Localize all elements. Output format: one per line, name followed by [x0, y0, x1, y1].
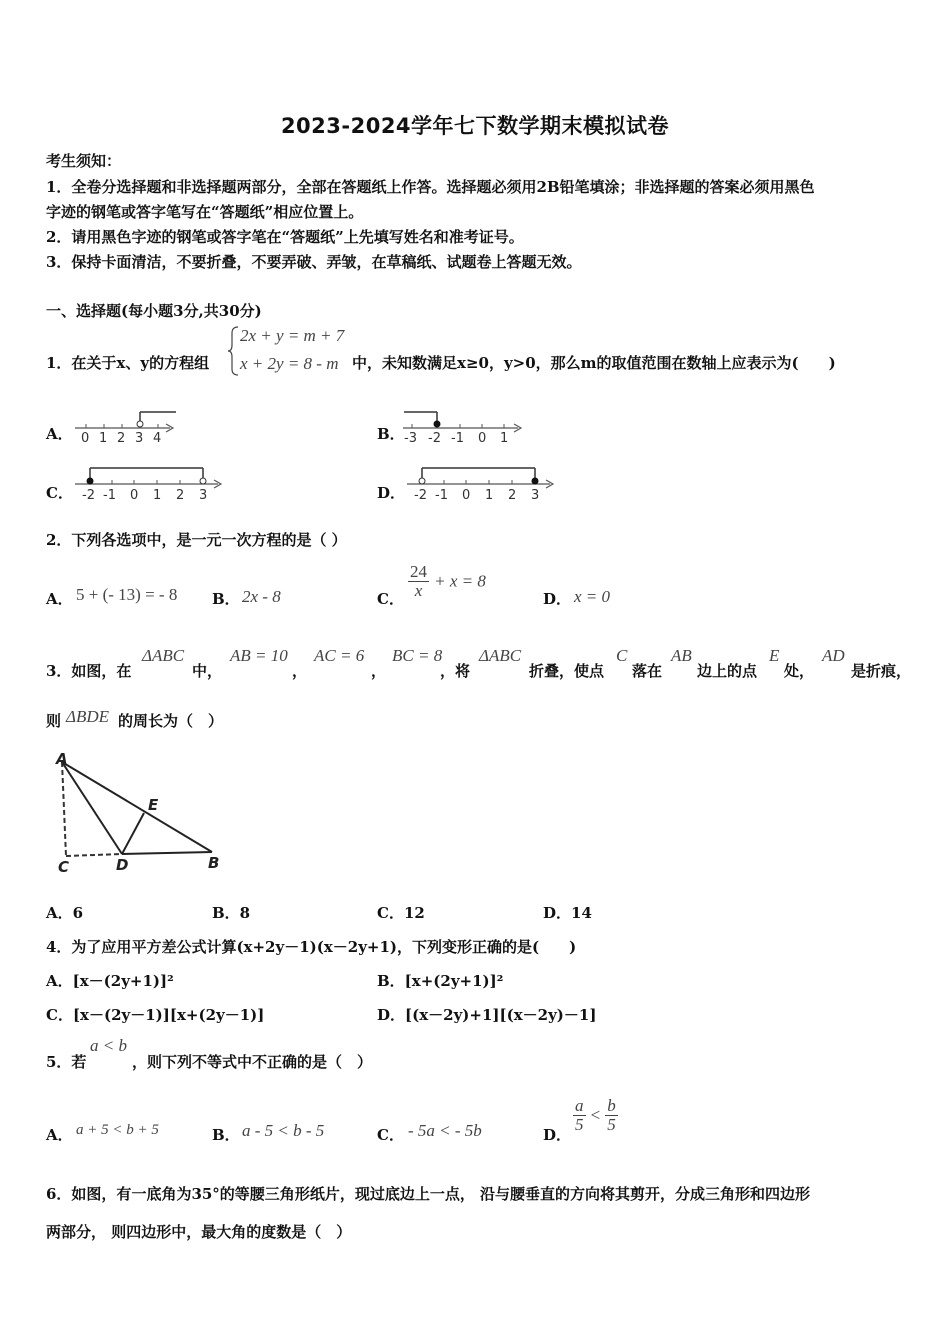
- notice-line-3: 2．请用黑色字迹的钢笔或答字笔在“答题纸”上先填写姓名和准考证号。: [46, 228, 524, 246]
- q2-option-c-label: C．: [377, 590, 404, 608]
- q3-text-5: 落在: [632, 662, 663, 680]
- q1-option-b-label: B．: [377, 425, 405, 443]
- q1-eq2: x + 2y = 8 - m: [240, 354, 339, 373]
- q2-option-c-expr: [408, 563, 486, 600]
- q3-option-c: C．12: [377, 904, 425, 922]
- notice-line-2: 字迹的钢笔或答字笔写在“答题纸”相应位置上。: [46, 203, 364, 221]
- notice-line-4: 3．保持卡面清洁，不要折叠，不要弄破、弄皱，在草稿纸、试题卷上答题无效。: [46, 253, 582, 271]
- q2-stem: 2．下列各选项中，是一元一次方程的是（ ）: [46, 531, 347, 549]
- number-line-b: [400, 404, 525, 444]
- q3-text-4: 折叠，使点: [529, 662, 605, 680]
- q1-eq1: 2x + y = m + 7: [240, 326, 345, 345]
- tick-label: -3: [404, 431, 417, 444]
- q3-comma-1: ，: [292, 662, 308, 680]
- tick-label: -1: [103, 488, 116, 502]
- tick-label: -2: [428, 431, 441, 444]
- tick-label: 3: [135, 431, 144, 444]
- q2-option-a-label: A．: [46, 590, 73, 608]
- q6-line-2: 两部分， 则四边形中，最大角的度数是（ ）: [46, 1223, 352, 1241]
- tick-label: 0: [81, 431, 90, 444]
- q4-option-b: B．[x+(2y+1)]²: [377, 972, 504, 990]
- q3-side-ab: AB: [671, 646, 692, 665]
- number-line-a: [70, 404, 185, 444]
- q1-suffix: 中，未知数满足x≥0，y>0，那么m的取值范围在数轴上应表示为( ): [352, 354, 836, 372]
- q2-option-d-label: D．: [543, 590, 572, 608]
- tick-label: 3: [531, 488, 540, 502]
- q5-text-2: ，则下列不等式中不正确的是（ ）: [132, 1053, 373, 1071]
- q3-triangle-bde: ΔBDE: [66, 707, 110, 726]
- q3-option-a: A．6: [46, 904, 84, 922]
- brace-icon: [227, 325, 241, 377]
- q2-option-a-expr: 5 + (- 13) = - 8: [76, 585, 178, 604]
- q3-ab: AB = 10: [230, 646, 288, 665]
- fraction-denominator: 5: [607, 1115, 616, 1134]
- number-line-d: [402, 462, 557, 502]
- q3-triangle-abc: ΔABC: [142, 646, 185, 665]
- page-title: 2023-2024学年七下数学期末模拟试卷: [280, 114, 670, 138]
- q4-option-a: A．[x－(2y+1)]²: [46, 972, 174, 990]
- q3-bc: BC = 8: [392, 646, 443, 665]
- vertex-label-c: C: [58, 858, 70, 876]
- fraction: [573, 1097, 586, 1134]
- vertex-label-b: B: [208, 854, 220, 872]
- q4-stem: 4．为了应用平方差公式计算(x+2y－1)(x－2y+1)，下列变形正确的是( ): [46, 938, 577, 956]
- vertex-label-e: E: [148, 796, 159, 814]
- notice-heading: 考生须知：: [46, 152, 122, 170]
- fraction-numerator: a: [575, 1096, 584, 1115]
- tick-label: 3: [199, 488, 208, 502]
- vertex-label-d: D: [116, 856, 129, 874]
- q5-option-d-expr: [573, 1097, 618, 1134]
- q3-text-8: 是折痕，: [851, 662, 912, 680]
- q3-line2-a: 则: [46, 712, 62, 730]
- fraction: [605, 1097, 618, 1134]
- q5-option-c-expr: - 5a < - 5b: [408, 1121, 482, 1140]
- tick-label: -2: [414, 488, 427, 502]
- tick-label: 1: [99, 431, 108, 444]
- q2-option-c-rest: + x = 8: [434, 571, 486, 591]
- fraction-denominator: 5: [575, 1115, 584, 1134]
- number-line-c: [70, 462, 225, 502]
- tick-label: 2: [176, 488, 185, 502]
- fraction-numerator: 24: [410, 562, 427, 581]
- tick-label: 1: [153, 488, 162, 502]
- q5-text-1: 5．若: [46, 1053, 87, 1071]
- notice-line-1: 1．全卷分选择题和非选择题两部分，全部在答题纸上作答。选择题必须用2B铅笔填涂；非选择题的答案必须用黑色: [46, 178, 815, 196]
- tick-label: 0: [462, 488, 471, 502]
- q3-text-7: 处，: [784, 662, 815, 680]
- q3-text-1: 3．如图，在: [46, 662, 132, 680]
- q3-text-6: 边上的点: [697, 662, 758, 680]
- tick-label: -1: [435, 488, 448, 502]
- q2-option-b-expr: 2x - 8: [242, 587, 281, 606]
- q5-option-d-label: D．: [543, 1126, 572, 1144]
- less-than-sign: <: [590, 1105, 601, 1125]
- q3-option-d: D．14: [543, 904, 592, 922]
- q3-option-b: B．8: [212, 904, 251, 922]
- q4-option-d: D．[(x－2y)+1][(x－2y)－1]: [377, 1006, 597, 1024]
- q4-option-c: C．[x－(2y－1)][x+(2y－1)]: [46, 1006, 265, 1024]
- fraction-denominator: x: [414, 581, 423, 600]
- triangle-figure: [52, 750, 232, 878]
- q3-point-c: C: [616, 646, 628, 665]
- q1-option-a-label: A．: [46, 425, 73, 443]
- q2-option-b-label: B．: [212, 590, 240, 608]
- fraction: [408, 563, 429, 600]
- q3-triangle-abc-2: ΔABC: [479, 646, 522, 665]
- q5-condition: a < b: [90, 1036, 127, 1055]
- fraction-numerator: b: [607, 1096, 616, 1115]
- tick-label: 2: [117, 431, 126, 444]
- tick-label: 0: [130, 488, 139, 502]
- tick-label: -2: [82, 488, 95, 502]
- tick-label: 2: [508, 488, 517, 502]
- q3-text-3: ，将: [440, 662, 471, 680]
- q3-comma-2: ，: [371, 662, 387, 680]
- tick-label: 1: [500, 431, 509, 444]
- q1-option-d-label: D．: [377, 484, 406, 502]
- tick-label: -1: [451, 431, 464, 444]
- q3-line2-b: 的周长为（ ）: [118, 712, 224, 730]
- q5-option-a-label: A．: [46, 1126, 73, 1144]
- q5-option-a-expr: a + 5 < b + 5: [76, 1122, 159, 1138]
- q6-line-1: 6．如图，有一底角为35°的等腰三角形纸片，现过底边上一点， 沿与腰垂直的方向将其剪开，分成三角形和四边形: [46, 1185, 811, 1203]
- q5-option-c-label: C．: [377, 1126, 404, 1144]
- tick-label: 0: [478, 431, 487, 444]
- q1-option-c-label: C．: [46, 484, 73, 502]
- q1-prefix: 1．在关于x、y的方程组: [46, 354, 210, 372]
- q2-option-d-expr: x = 0: [574, 587, 611, 606]
- section-heading: 一、选择题(每小题3分,共30分): [46, 302, 262, 320]
- tick-label: 1: [485, 488, 494, 502]
- q3-ac: AC = 6: [314, 646, 365, 665]
- vertex-label-a: A: [56, 750, 68, 768]
- q3-fold-ad: AD: [822, 646, 845, 665]
- q5-option-b-expr: a - 5 < b - 5: [242, 1121, 325, 1140]
- tick-label: 4: [153, 431, 162, 444]
- q5-option-b-label: B．: [212, 1126, 240, 1144]
- q3-text-2: 中，: [192, 662, 223, 680]
- q3-point-e: E: [769, 646, 780, 665]
